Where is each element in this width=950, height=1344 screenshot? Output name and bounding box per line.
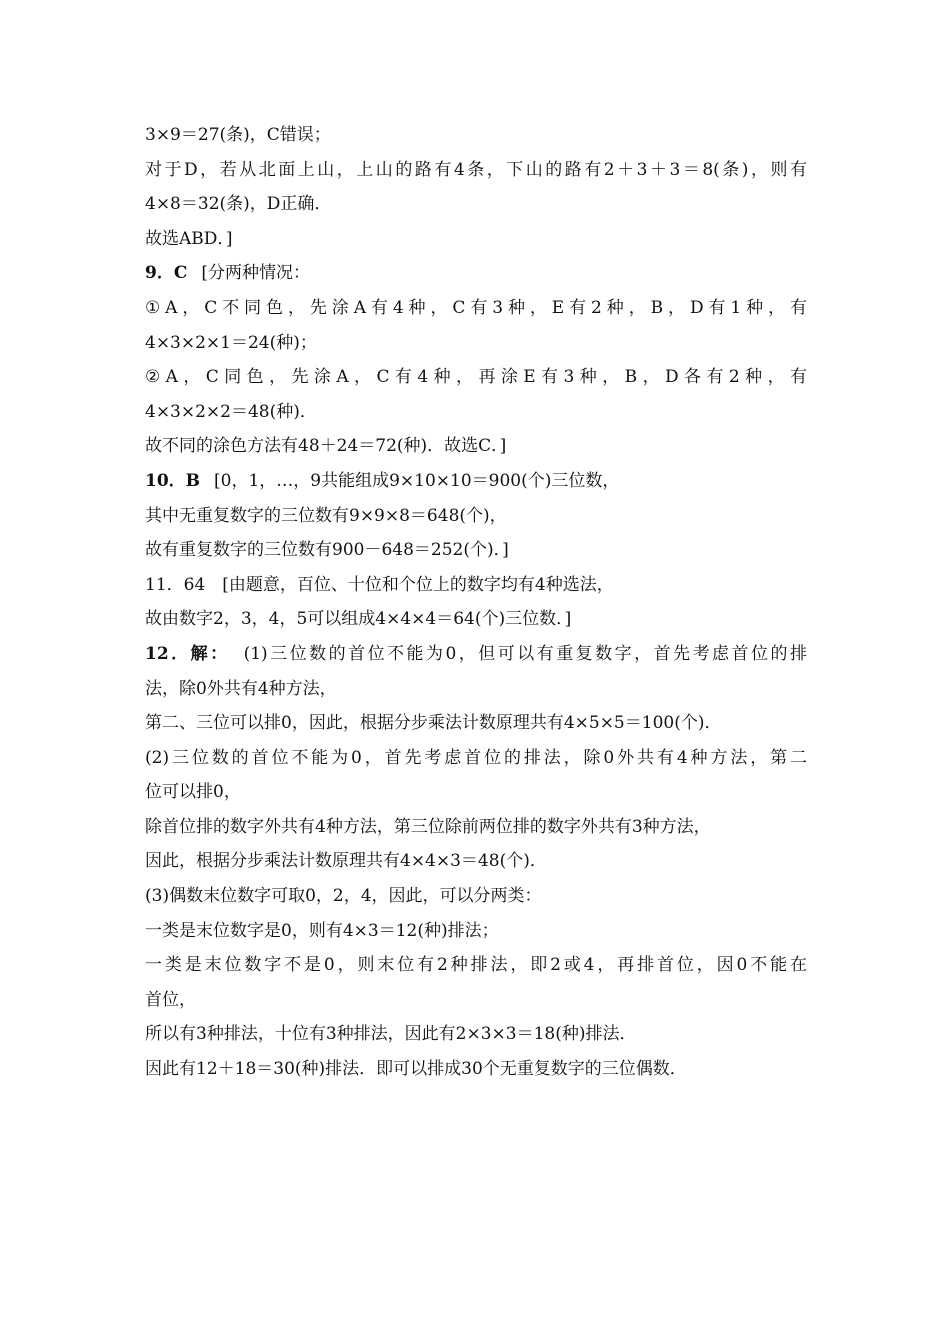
- question-11-line: 11．64 [由题意，百位、十位和个位上的数字均有4种选法，: [145, 574, 614, 595]
- text-line-1: 3×9＝27(条)，C错误；: [145, 125, 331, 145]
- text-line-19: (2)三位数的首位不能为0，首先考虑首位的排法，除0外共有4种方法，第二: [145, 747, 807, 768]
- text-line-24: 一类是末位数字是0，则有4×3＝12(种)排法；: [145, 920, 499, 941]
- text-line-17: 法，除0外共有4种方法，: [145, 678, 337, 699]
- question-12-label: 12．解：: [145, 643, 230, 664]
- question-10-header: [145, 464, 807, 499]
- question-12-header: [145, 637, 807, 672]
- text-line-20: 位可以排0，: [145, 782, 241, 803]
- question-9-header: [145, 256, 807, 291]
- question-12-intro: (1)三位数的首位不能为0，但可以有重复数字，首先考虑首位的排: [243, 643, 807, 664]
- text-line-22: 因此，根据分步乘法计数原理共有4×4×3＝48(个)．: [145, 851, 547, 872]
- text-line-2: 对于D，若从北面上山，上山的路有4条，下山的路有2＋3＋3＝8(条)，则有: [145, 159, 807, 180]
- text-line-26: 首位，: [145, 989, 196, 1010]
- answer-page: [145, 118, 807, 1087]
- question-10-label: 10．B: [145, 470, 201, 491]
- text-line-13: 故有重复数字的三位数有900－648＝252(个)．]: [145, 540, 509, 561]
- question-9-intro: [分两种情况：: [201, 263, 310, 284]
- text-line-12: 其中无重复数字的三位数有9×9×8＝648(个)，: [145, 505, 507, 526]
- text-line-28: 因此有12＋18＝30(种)排法．即可以排成30个无重复数字的三位偶数．: [145, 1059, 687, 1080]
- text-line-10: 故不同的涂色方法有48＋24＝72(种)．故选C．]: [145, 436, 507, 457]
- text-line-3: 4×8＝32(条)，D正确．: [145, 194, 332, 215]
- question-10-intro: [0，1，…，9共能组成9×10×10＝900(个)三位数，: [214, 470, 620, 491]
- text-line-15: 故由数字2，3，4，5可以组成4×4×4＝64(个)三位数．]: [145, 609, 572, 630]
- text-line-27: 所以有3种排法，十位有3种排法，因此有2×3×3＝18(种)排法．: [145, 1024, 637, 1045]
- text-line-8: ②A，C同色，先涂A，C有4种，再涂E有3种，B，D各有2种，有: [145, 367, 807, 388]
- question-9-label: 9．C: [145, 263, 188, 284]
- text-line-9: 4×3×2×2＝48(种)．: [145, 401, 317, 422]
- text-line-18: 第二、三位可以排0，因此，根据分步乘法计数原理共有4×5×5＝100(个)．: [145, 713, 722, 734]
- text-line-21: 除首位排的数字外共有4种方法，第三位除前两位排的数字外共有3种方法，: [145, 816, 711, 837]
- text-line-7: 4×3×2×1＝24(种)；: [145, 332, 317, 353]
- text-line-6: ①A，C不同色，先涂A有4种，C有3种，E有2种，B，D有1种，有: [145, 297, 807, 318]
- text-line-23: (3)偶数末位数字可取0，2，4，因此，可以分两类：: [145, 886, 542, 907]
- text-line-25: 一类是末位数字不是0，则末位有2种排法，即2或4，再排首位，因0不能在: [145, 955, 807, 976]
- text-line-4: 故选ABD．]: [145, 228, 233, 249]
